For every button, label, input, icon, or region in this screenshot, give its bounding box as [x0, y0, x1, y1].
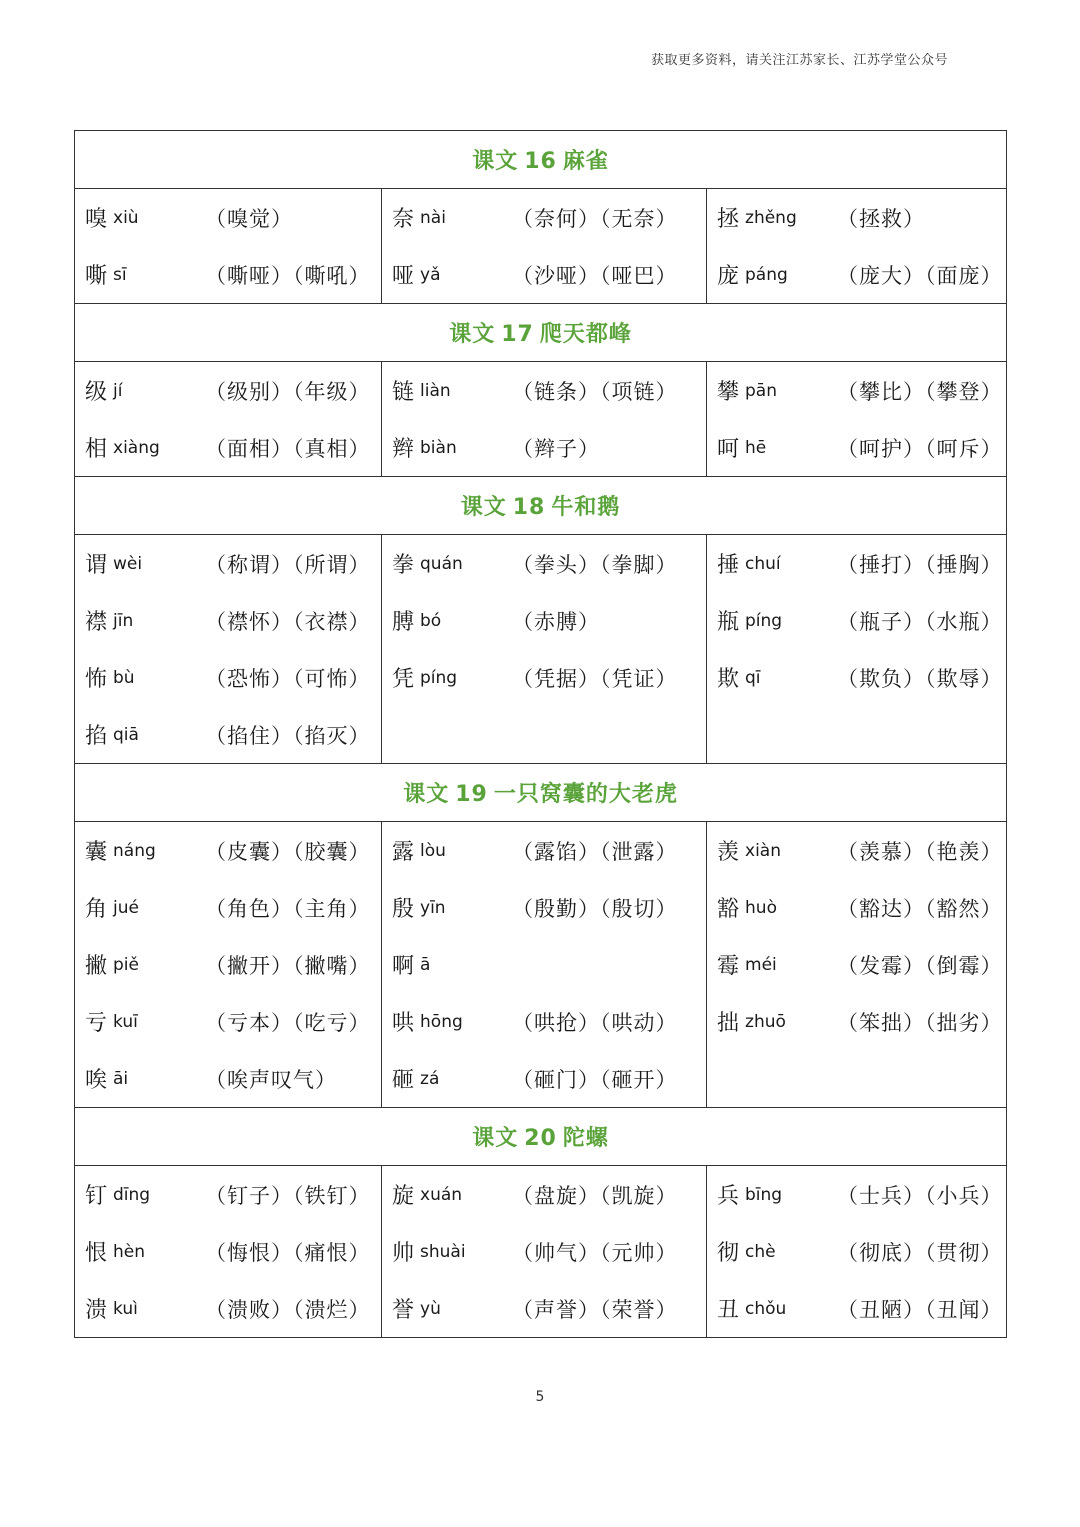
- vocab-entry: [707, 1280, 1006, 1337]
- table-body: [75, 131, 1007, 1338]
- vocab-character: 拙: [717, 1011, 740, 1036]
- vocab-words: （称谓）（所谓）: [205, 552, 371, 577]
- vocab-entry: [707, 419, 1006, 476]
- vocab-entry: [707, 993, 1006, 1050]
- vocab-entry: [382, 189, 706, 246]
- vocab-words: （掐住）（掐灭）: [205, 723, 371, 748]
- vocab-pinyin: bīng: [745, 1184, 783, 1205]
- vocab-words: （襟怀）（衣襟）: [205, 609, 371, 634]
- vocab-entry: [75, 706, 381, 763]
- vocab-pinyin: chè: [745, 1241, 776, 1262]
- lesson-title-row: [75, 304, 1007, 362]
- entry-column: [382, 1166, 707, 1338]
- vocab-entry: [382, 879, 706, 936]
- vocab-character: 相: [85, 437, 108, 462]
- vocab-character: 殷: [392, 897, 415, 922]
- vocab-pinyin: zá: [420, 1068, 440, 1089]
- entry-column: [707, 822, 1007, 1108]
- vocab-entry: [382, 649, 706, 706]
- vocab-character: 奈: [392, 207, 415, 232]
- vocab-entry: [75, 1280, 381, 1337]
- vocab-pinyin: pān: [745, 380, 777, 401]
- vocab-words: （瓶子）（水瓶）: [837, 609, 1003, 634]
- vocab-table: [74, 130, 1007, 1338]
- vocab-pinyin: chuí: [745, 553, 781, 574]
- vocab-entry: [75, 1050, 381, 1107]
- vocab-words: （悔恨）（痛恨）: [205, 1240, 371, 1265]
- vocab-character: 嗅: [85, 207, 108, 232]
- vocab-entry: [382, 1050, 706, 1107]
- entry-column: [707, 1166, 1007, 1338]
- vocab-words: （露馅）（泄露）: [512, 839, 678, 864]
- vocab-words: （哄抢）（哄动）: [512, 1010, 678, 1035]
- vocab-entry: [382, 993, 706, 1050]
- vocab-pinyin: xiù: [113, 207, 139, 228]
- vocab-pinyin: wèi: [113, 553, 143, 574]
- vocab-pinyin: qī: [745, 667, 761, 688]
- vocab-words: （唉声叹气）: [205, 1067, 338, 1092]
- vocab-pinyin: ā: [420, 954, 431, 975]
- vocab-words: （声誉）（荣誉）: [512, 1297, 678, 1322]
- vocab-entry: [75, 993, 381, 1050]
- vocab-pinyin: bó: [420, 610, 442, 631]
- vocab-words: （溃败）（溃烂）: [205, 1297, 371, 1322]
- vocab-entry: [707, 592, 1006, 649]
- lesson-entries-row: [75, 535, 1007, 764]
- vocab-character: 凭: [392, 667, 415, 692]
- vocab-character: 啊: [392, 954, 415, 979]
- vocab-words: （彻底）（贯彻）: [837, 1240, 1003, 1265]
- vocab-words: （恐怖）（可怖）: [205, 666, 371, 691]
- vocab-entry: [707, 936, 1006, 993]
- vocab-words: （级别）（年级）: [205, 379, 371, 404]
- vocab-character: 拳: [392, 553, 415, 578]
- vocab-entry: [707, 189, 1006, 246]
- vocab-pinyin: kuī: [113, 1011, 138, 1032]
- vocab-pinyin: xiàng: [113, 437, 160, 458]
- vocab-words: （沙哑）（哑巴）: [512, 263, 678, 288]
- vocab-entry: [382, 936, 706, 993]
- entry-column: [75, 822, 382, 1108]
- lesson-label: 课文: [449, 321, 496, 347]
- lesson-number: 20: [524, 1126, 557, 1151]
- vocab-character: 辫: [392, 437, 415, 462]
- vocab-character: 襟: [85, 610, 108, 635]
- entry-column: [382, 362, 707, 477]
- lesson-name: 爬天都峰: [539, 321, 632, 347]
- lesson-number: 19: [455, 782, 488, 807]
- vocab-pinyin: quán: [420, 553, 463, 574]
- entry-column: [75, 189, 382, 304]
- vocab-entry: [75, 822, 381, 879]
- vocab-pinyin: shuài: [420, 1241, 466, 1262]
- vocab-words: （角色）（主角）: [205, 896, 371, 921]
- vocab-pinyin: qiā: [113, 724, 139, 745]
- vocab-character: 撇: [85, 954, 108, 979]
- vocab-entry: [75, 1223, 381, 1280]
- vocab-words: （嘶哑）（嘶吼）: [205, 263, 371, 288]
- vocab-pinyin: hèn: [113, 1241, 146, 1262]
- vocab-words: （奈何）（无奈）: [512, 206, 678, 231]
- entry-column: [707, 362, 1007, 477]
- entry-column: [382, 535, 707, 764]
- vocab-words: （丑陋）（丑闻）: [837, 1297, 1003, 1322]
- vocab-pinyin: jué: [113, 897, 139, 918]
- header-note: 获取更多资料，请关注江苏家长、江苏学堂公众号: [650, 53, 948, 68]
- vocab-entry: [75, 535, 381, 592]
- vocab-words: （盘旋）（凯旋）: [512, 1183, 678, 1208]
- lesson-name: 麻雀: [562, 148, 609, 174]
- vocab-entry: [75, 419, 381, 476]
- vocab-pinyin: āi: [113, 1068, 129, 1089]
- entry-column: [75, 362, 382, 477]
- lesson-label: 课文: [472, 148, 519, 174]
- vocab-character: 拯: [717, 207, 740, 232]
- entry-column: [707, 535, 1007, 764]
- vocab-character: 捶: [717, 553, 740, 578]
- vocab-character: 庞: [717, 264, 740, 289]
- vocab-words: （殷勤）（殷切）: [512, 896, 678, 921]
- vocab-character: 掐: [85, 724, 108, 749]
- lesson-label: 课文: [403, 781, 450, 807]
- vocab-character: 欺: [717, 667, 740, 692]
- vocab-words: （钉子）（铁钉）: [205, 1183, 371, 1208]
- vocab-entry: [382, 1223, 706, 1280]
- vocab-entry: [382, 1280, 706, 1337]
- vocab-character: 攀: [717, 380, 740, 405]
- vocab-entry: [382, 362, 706, 419]
- vocab-pinyin: píng: [745, 610, 783, 631]
- vocab-words: （庞大）（面庞）: [837, 263, 1003, 288]
- vocab-pinyin: sī: [113, 264, 127, 285]
- page-number: 5: [535, 1389, 545, 1405]
- lesson-title: [75, 304, 1007, 362]
- vocab-character: 钉: [85, 1184, 108, 1209]
- vocab-words: （嗅觉）: [205, 206, 294, 231]
- vocab-pinyin: liàn: [420, 380, 451, 401]
- lesson-title: [75, 131, 1007, 189]
- vocab-pinyin: xiàn: [745, 840, 781, 861]
- vocab-character: 哑: [392, 264, 415, 289]
- lesson-entries-row: [75, 362, 1007, 477]
- vocab-character: 誉: [392, 1298, 415, 1323]
- vocab-pinyin: hē: [745, 437, 767, 458]
- vocab-entry: [382, 535, 706, 592]
- entry-column: [382, 822, 707, 1108]
- vocab-entry: [382, 246, 706, 303]
- vocab-pinyin: piě: [113, 954, 139, 975]
- vocab-entry: [75, 189, 381, 246]
- vocab-character: 瓶: [717, 610, 740, 635]
- vocab-character: 帅: [392, 1241, 415, 1266]
- vocab-pinyin: méi: [745, 954, 777, 975]
- vocab-entry: [707, 535, 1006, 592]
- vocab-character: 膊: [392, 610, 415, 635]
- vocab-pinyin: chǒu: [745, 1298, 787, 1319]
- vocab-entry: [75, 246, 381, 303]
- vocab-pinyin: lòu: [420, 840, 446, 861]
- vocab-words: （欺负）（欺辱）: [837, 666, 1003, 691]
- vocab-words: （辫子）: [512, 436, 601, 461]
- vocab-character: 级: [85, 380, 108, 405]
- vocab-pinyin: náng: [113, 840, 156, 861]
- vocab-pinyin: yǎ: [420, 264, 441, 285]
- vocab-entry: [707, 822, 1006, 879]
- vocab-words: （面相）（真相）: [205, 436, 371, 461]
- vocab-words: （呵护）（呵斥）: [837, 436, 1003, 461]
- vocab-character: 露: [392, 840, 415, 865]
- lesson-entries-row: [75, 822, 1007, 1108]
- lesson-title: [75, 764, 1007, 822]
- vocab-entry: [382, 822, 706, 879]
- vocab-words: （士兵）（小兵）: [837, 1183, 1003, 1208]
- vocab-character: 唉: [85, 1068, 108, 1093]
- lesson-title-row: [75, 764, 1007, 822]
- vocab-words: （撇开）（撇嘴）: [205, 953, 371, 978]
- vocab-words: （拯救）: [837, 206, 926, 231]
- vocab-pinyin: hōng: [420, 1011, 463, 1032]
- vocab-character: 哄: [392, 1011, 415, 1036]
- vocab-words: （亏本）（吃亏）: [205, 1010, 371, 1035]
- vocab-pinyin: zhuō: [745, 1011, 786, 1032]
- vocab-words: （捶打）（捶胸）: [837, 552, 1003, 577]
- vocab-character: 旋: [392, 1184, 415, 1209]
- vocab-pinyin: yù: [420, 1298, 441, 1319]
- entry-column: [382, 189, 707, 304]
- vocab-character: 豁: [717, 897, 740, 922]
- vocab-entry: [707, 649, 1006, 706]
- vocab-words: （赤膊）: [512, 609, 601, 634]
- vocab-entry: [707, 246, 1006, 303]
- vocab-pinyin: píng: [420, 667, 458, 688]
- vocab-words: （豁达）（豁然）: [837, 896, 1003, 921]
- vocab-pinyin: nài: [420, 207, 446, 228]
- vocab-pinyin: jí: [113, 380, 123, 401]
- vocab-entry: [707, 879, 1006, 936]
- vocab-character: 羡: [717, 840, 740, 865]
- lesson-title: [75, 477, 1007, 535]
- lesson-title-row: [75, 1108, 1007, 1166]
- vocab-words: （链条）（项链）: [512, 379, 678, 404]
- vocab-entry: [382, 1166, 706, 1223]
- vocab-pinyin: páng: [745, 264, 788, 285]
- vocab-words: （笨拙）（拙劣）: [837, 1010, 1003, 1035]
- vocab-character: 彻: [717, 1241, 740, 1266]
- vocab-character: 兵: [717, 1184, 740, 1209]
- vocab-pinyin: biàn: [420, 437, 457, 458]
- vocab-words: （攀比）（攀登）: [837, 379, 1003, 404]
- vocab-entry: [382, 419, 706, 476]
- entry-column: [75, 1166, 382, 1338]
- lesson-entries-row: [75, 189, 1007, 304]
- vocab-character: 亏: [85, 1011, 108, 1036]
- vocab-words: （皮囊）（胶囊）: [205, 839, 371, 864]
- vocab-words: （凭据）（凭证）: [512, 666, 678, 691]
- vocab-pinyin: kuì: [113, 1298, 138, 1319]
- vocab-entry: [707, 1223, 1006, 1280]
- vocab-pinyin: huò: [745, 897, 777, 918]
- lesson-name: 牛和鹅: [551, 494, 621, 520]
- vocab-character: 溃: [85, 1298, 108, 1323]
- vocab-character: 谓: [85, 553, 108, 578]
- vocab-entry: [75, 1166, 381, 1223]
- vocab-words: （羡慕）（艳羡）: [837, 839, 1003, 864]
- vocab-pinyin: yīn: [420, 897, 446, 918]
- lesson-name: 一只窝囊的大老虎: [493, 781, 678, 807]
- vocab-character: 链: [392, 380, 415, 405]
- vocab-entry: [707, 362, 1006, 419]
- vocab-words: （拳头）（拳脚）: [512, 552, 678, 577]
- vocab-character: 丑: [717, 1298, 740, 1323]
- vocab-entry: [75, 879, 381, 936]
- lesson-number: 16: [524, 149, 557, 174]
- vocab-words: （帅气）（元帅）: [512, 1240, 678, 1265]
- vocab-pinyin: zhěng: [745, 207, 797, 228]
- lesson-title: [75, 1108, 1007, 1166]
- entry-column: [707, 189, 1007, 304]
- lesson-title-row: [75, 131, 1007, 189]
- vocab-words: （砸门）（砸开）: [512, 1067, 678, 1092]
- vocab-pinyin: dīng: [113, 1184, 151, 1205]
- lesson-title-row: [75, 477, 1007, 535]
- vocab-character: 霉: [717, 954, 740, 979]
- vocab-character: 角: [85, 897, 108, 922]
- vocab-entry: [707, 1166, 1006, 1223]
- vocab-pinyin: jīn: [113, 610, 134, 631]
- vocab-entry: [75, 936, 381, 993]
- vocab-character: 呵: [717, 437, 740, 462]
- vocab-character: 囊: [85, 840, 108, 865]
- lesson-name: 陀螺: [562, 1125, 609, 1151]
- lesson-number: 18: [512, 495, 546, 520]
- lesson-entries-row: [75, 1166, 1007, 1338]
- vocab-entry: [75, 592, 381, 649]
- vocab-character: 嘶: [85, 264, 108, 289]
- vocab-pinyin: bù: [113, 667, 135, 688]
- vocab-character: 砸: [392, 1068, 415, 1093]
- lesson-label: 课文: [460, 494, 507, 520]
- lesson-number: 17: [501, 322, 534, 347]
- entry-column: [75, 535, 382, 764]
- vocab-character: 恨: [85, 1241, 108, 1266]
- vocab-character: 怖: [85, 667, 108, 692]
- vocab-entry: [75, 649, 381, 706]
- vocab-words: （发霉）（倒霉）: [837, 953, 1003, 978]
- vocab-pinyin: xuán: [420, 1184, 463, 1205]
- vocab-entry: [75, 362, 381, 419]
- vocab-entry: [382, 592, 706, 649]
- lesson-label: 课文: [472, 1125, 519, 1151]
